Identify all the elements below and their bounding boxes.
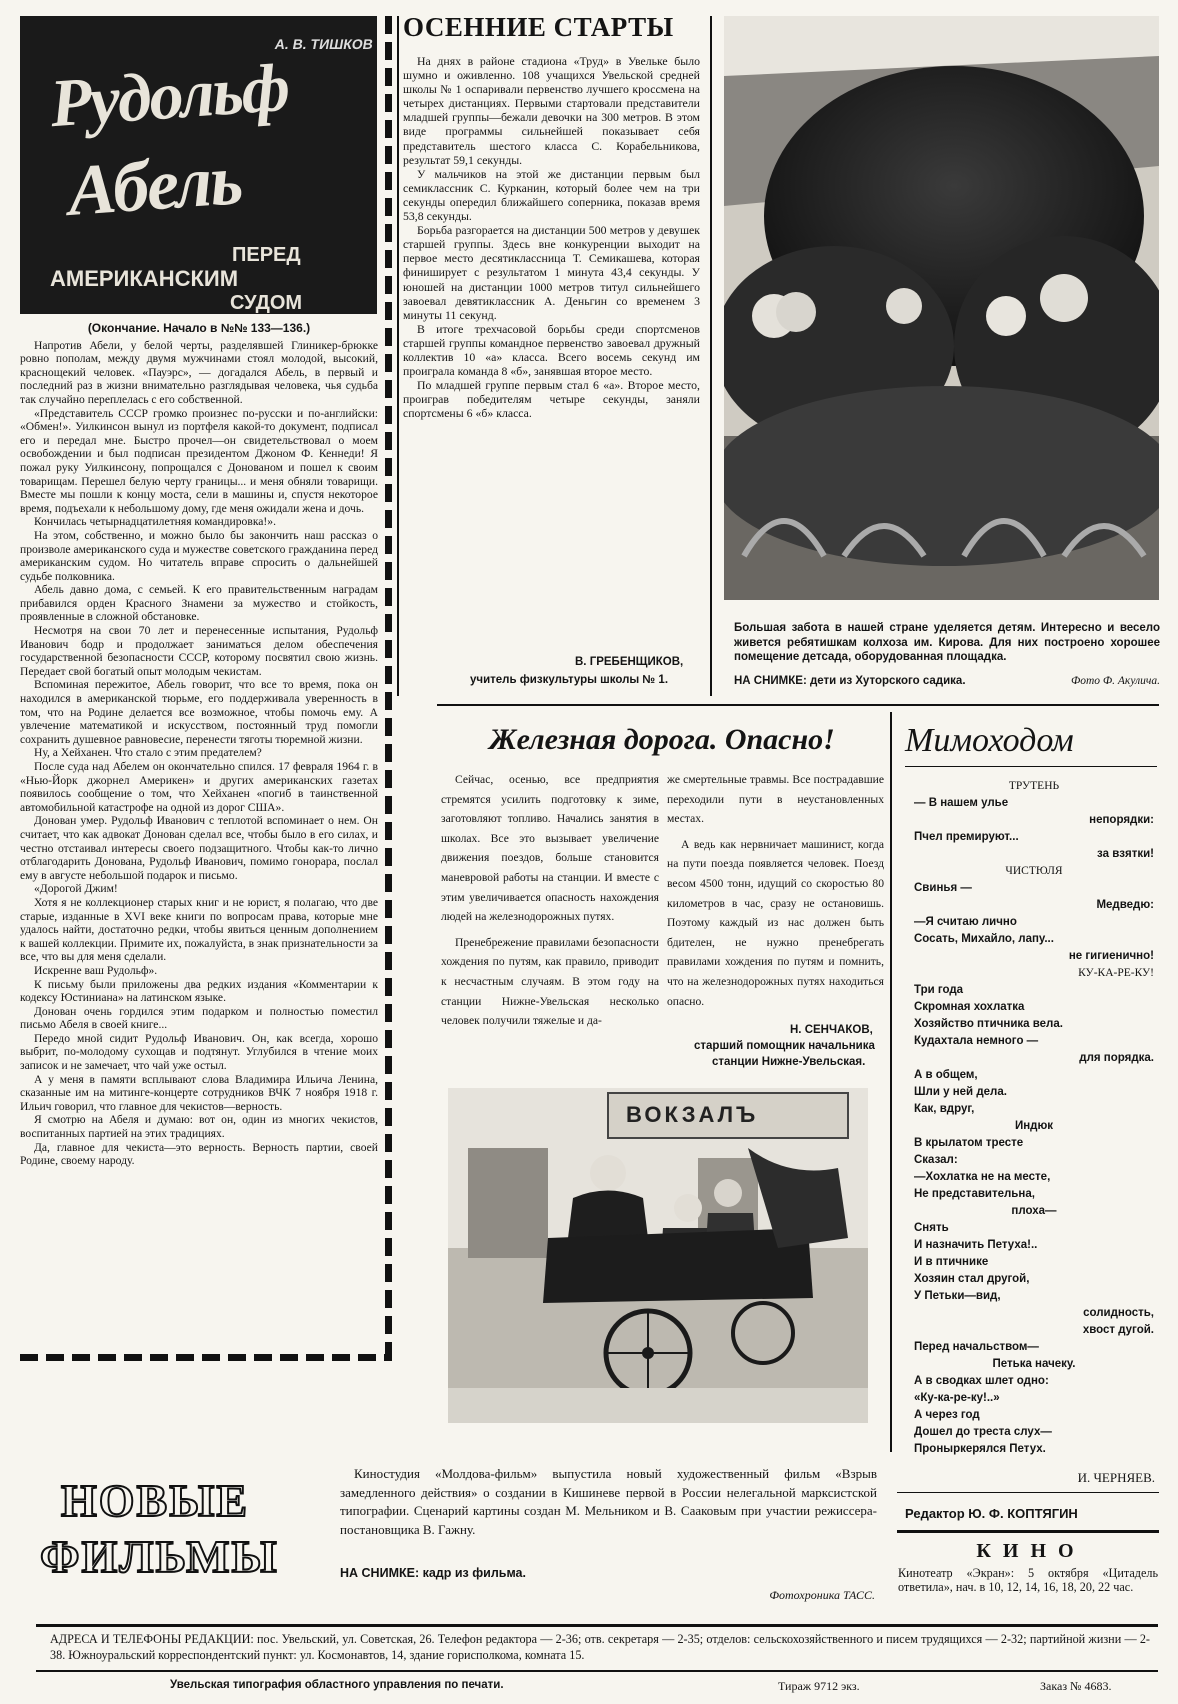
abel-banner xyxy=(20,16,377,314)
abel-paragraph: Абель давно дома, с семьей. К его правительственным наградам прибавился орден Красного Знамени за мужество и стойкость, проявленные в сложной обстановке. xyxy=(20,583,378,624)
poem-line: Свинья — xyxy=(914,882,972,894)
column-rule xyxy=(890,712,892,1452)
mimokhodom-author: И. ЧЕРНЯЕВ. xyxy=(1077,1470,1155,1485)
railway-author: Н. СЕНЧАКОВ, xyxy=(790,1024,873,1036)
mimokhodom-title: Мимоходом xyxy=(905,722,1074,759)
kindergarten-image xyxy=(724,16,1159,600)
poem-line: Три года xyxy=(914,984,964,996)
banner-author: А. В. ТИШКОВ xyxy=(273,36,375,52)
abel-paragraph: Напротив Абели, у белой черты, разделявшей Глиникер-брюкке ровно пополам, между двумя мужчинами стоял молодой, высокий, краснощекий человек. «Пауэрс», — догадался Абель, в первый и последний раз в жизни внимательно разглядывая человека, чья судьба так случайно переплелась с его собственной. xyxy=(20,338,378,406)
poem-line: «Ку-ка-ре-ку!..» xyxy=(914,1392,1000,1404)
abel-paragraph: На этом, собственно, и можно было бы закончить наш рассказ о произволе американского суда и мужестве советского гражданина перед американским судом. Но читатель вправе спросить о дальнейшей судьбе полковника. xyxy=(20,528,378,583)
poem-line: Хозяин стал другой, xyxy=(914,1273,1030,1285)
editor-rule-top xyxy=(897,1492,1159,1493)
poem-line: ЧИСТЮЛЯ xyxy=(1005,865,1063,877)
abel-paragraph: Я смотрю на Абеля и думаю: вот он, один из многих чекистов, воспитанных партией на этих традициях. xyxy=(20,1113,378,1141)
mimokhodom-rule xyxy=(905,766,1157,767)
column-rule xyxy=(710,16,712,696)
poem-line: Кудахтала немного — xyxy=(914,1035,1039,1047)
poem-line: И в птичнике xyxy=(914,1256,989,1268)
film-still-sign: ВОКЗАЛЪ xyxy=(626,1102,759,1127)
footer-rule-bottom xyxy=(36,1670,1158,1672)
footer-circulation: Тираж 9712 экз. xyxy=(778,1679,860,1693)
poem-line: солидность, xyxy=(1083,1307,1154,1319)
poem-line: Индюк xyxy=(1014,1120,1054,1132)
poem-line: для порядка. xyxy=(1079,1052,1154,1064)
editor-rule-bottom xyxy=(897,1530,1159,1533)
abel-paragraph: После суда над Абелем он окончательно спился. 17 февраля 1964 г. в «Нью-Йорк джорнел Америкен» и других американских газетах появилось сообщение о том, что Хейханен «погиб в таинственной автомобильной катастрофе на одной из дорог США». xyxy=(20,760,378,814)
sport-paragraph: По младшей группе первым стал 6 «а». Второе место, проиграв победителям четыре секунды, заняли спортсмены 6 «б» класса. xyxy=(403,378,700,421)
abel-paragraph: Да, главное для чекиста—это верность. Верность партии, своей Родине, своему народу. xyxy=(20,1140,378,1168)
abel-paragraph: Хотя я не коллекционер старых книг и не юрист, я полагаю, что две старые, изданные в XVI веке книги по вопросам права, которые мне удалось найти, достаточно редки, чтобы явиться ценным дополнением к вашей коллекции. Примите их, пожалуйста, в знак признательности за все, что вы для меня сделали. xyxy=(20,895,378,964)
banner-subtitle-court: СУДОМ xyxy=(230,292,303,314)
sport-author-role: учитель физкультуры школы № 1. xyxy=(470,674,669,686)
banner-title-rudolf: Рудольф xyxy=(47,48,291,142)
new-films-heading xyxy=(40,1475,279,1587)
kindergarten-photo xyxy=(724,16,1159,600)
kindergarten-caption-text: Большая забота в нашей стране уделяется детям. Интересно и весело живется ребятишкам колхоза им. Кирова. Для них построено хорошее помещение детсада, оборудованная площадка. xyxy=(734,622,1160,663)
section-separator xyxy=(437,704,1159,706)
abel-continuation-note: (Окончание. Начало в №№ 133—136.) xyxy=(87,322,311,335)
poem-line: Шли у ней дела. xyxy=(914,1086,1007,1098)
poem-line: Пчел премируют... xyxy=(914,831,1019,843)
poem-line: Медведю: xyxy=(1096,899,1154,911)
poem-line: хвост дугой. xyxy=(1082,1324,1154,1336)
onphoto-text: дети из Хуторского садика. xyxy=(809,675,966,687)
railway-paragraph: же смертельные травмы. Все пострадавшие переходили пути в неустановленных местах. xyxy=(667,773,884,826)
abel-paragraph: А у меня в памяти всплывают слова Владимира Ильича Ленина, сказанные им на митинге-концерте сотрудников ВЧК 7 ноября 1918 г. Ильич говорил, что главное для чекистов—верность. xyxy=(20,1072,378,1113)
poem-line: У Петьки—вид, xyxy=(914,1290,1001,1302)
poem-line: —Я считаю лично xyxy=(914,916,1017,928)
sport-paragraph: У мальчиков на этой же дистанции первым был семиклассник С. Курканин, который более чем на три секунды опередил ближайшего соперника, показав время 53,8 секунды. xyxy=(403,166,700,224)
new-films-text: Киностудия «Молдова-фильм» выпустила новый художественный фильм «Взрыв замедленного действия» о создании в Кишиневе первой в России нелегальной марксистской типографии. Сценарий картины создан М. Мельником и В. Сааковым при участии режиссера-постановщика В. Гажну. xyxy=(340,1466,877,1538)
abel-paragraph: Передо мной сидит Рудольф Иванович. Он, как всегда, хорошо выбрит, по-молодому сухощав и подтянут. Углубился в чтение моих записок и не замечает, что чай уже остыл. xyxy=(20,1031,378,1073)
footer-rule-top xyxy=(36,1624,1158,1627)
abel-paragraph: «Дорогой Джим! xyxy=(34,882,118,896)
abel-paragraph: Кончилась четырнадцатилетняя командировка!». xyxy=(34,515,276,529)
cinema-text: Кинотеатр «Экран»: 5 октября «Цитадель ответила», нач. в 10, 12, 14, 16, 18, 20, 22 час. xyxy=(898,1566,1158,1594)
film-still-photo xyxy=(448,1088,868,1423)
film-still-image xyxy=(448,1088,868,1423)
railway-column-1 xyxy=(441,770,659,1031)
railway-column-2 xyxy=(667,770,884,1011)
railway-author-role-1: старший помощник начальника xyxy=(694,1040,875,1052)
poem-line: Сосать, Михайло, лапу... xyxy=(914,933,1054,945)
sport-paragraph: Борьба разгорается на дистанции 500 метров у девушек старшей группы. Здесь вне конкуренции выходит на первое место десятиклассница Т. Семикашева, которая финиширует с результатом 1 минута 43,4 секунды. У юношей на дистанции 1000 метров титул сильнейшего завоевал девятиклассник А. Деньгин со временем 3 минуты 11 секунд. xyxy=(403,223,700,322)
sport-article-body xyxy=(403,54,700,634)
railway-paragraph: А ведь как нервничает машинист, когда на пути поезда появляется человек. Поезд весом 4500 тонн, идущий со скоростью 80 километров в час, сразу не остановишь. Поэтому каждый из нас должен быть бдителен, не нужно пренебрегать правилами хождения по путям и помнить, что на железнодорожных путях находиться опасно. xyxy=(667,837,884,1008)
photo-credit: Фото Ф. Акулича. xyxy=(1070,675,1160,687)
poem-line: плоха— xyxy=(1011,1205,1057,1217)
banner-subtitle-american: АМЕРИКАНСКИМ xyxy=(50,266,239,291)
abel-paragraph: Донован умер. Рудольф Иванович с теплотой вспоминает о нем. Он считает, что как адвокат Донован сделал все, чтобы было в его силах, и честно отстаивал интересы своего подзащитного. Чтобы как-то лично отблагодарить Донована, Рудольф Иванович, помимо гонорара, послал ему в августе небольшой подарок и письмо. xyxy=(20,814,378,882)
railway-paragraph: Пренебрежение правилами безопасности хождения по путям, как правило, приводит к несчастным случаям. В этом году на станции Нижне-Увельская несколько человек получили тяжелые и да- xyxy=(441,935,659,1028)
poem-line: КУ-КА-РЕ-КУ! xyxy=(1078,967,1154,979)
editor-line: Редактор Ю. Ф. КОПТЯГИН xyxy=(905,1506,1078,1521)
railway-author-role-2: станции Нижне-Увельская. xyxy=(712,1056,866,1068)
poem-line: А в сводках шлет одно: xyxy=(914,1375,1049,1387)
new-films-onphoto xyxy=(340,1566,526,1580)
poem-line: Скромная хохлатка xyxy=(914,1001,1025,1013)
kindergarten-caption xyxy=(734,621,1160,665)
abel-paragraph: Ну, а Хейханен. Что стало с этим предателем? xyxy=(34,746,262,760)
poem-line: не гигиенично! xyxy=(1068,950,1154,962)
poem-line: ТРУТЕНЬ xyxy=(1008,780,1060,792)
poem-line: —Хохлатка не на месте, xyxy=(914,1171,1051,1183)
mimokhodom-poem xyxy=(914,778,1154,1458)
poem-line: А через год xyxy=(914,1409,980,1421)
sport-paragraph: В итоге трехчасовой борьбы среди спортсменов старшей группы командное первенство завоевал дружный коллектив 10 «а» класса. Всего восемь секунд им проиграла команда 8 «б», занявшая второе место. xyxy=(403,321,700,379)
poem-line: Как, вдруг, xyxy=(914,1103,975,1115)
onphoto-label: НА СНИМКЕ: xyxy=(340,1566,420,1580)
poem-line: Хозяйство птичника вела. xyxy=(914,1018,1063,1030)
footer-addresses: АДРЕСА И ТЕЛЕФОНЫ РЕДАКЦИИ: пос. Увельский, ул. Советская, 26. Телефон редактора — 2-36; отв. секретаря — 2-35; отделов: сельскохозяйственного и писем трудящихся — 2-32; партийной жизни — 2-38. Южноуральский корреспондентский пункт: ул. Космонавтов, 14, здание горисполкома, комната 15. xyxy=(50,1632,1150,1662)
new-films-credit: Фотохроника ТАСС. xyxy=(769,1588,875,1602)
poem-line: — В нашем улье xyxy=(914,797,1009,809)
abel-right-border xyxy=(385,16,392,1361)
abel-paragraph: Донован очень гордился этим подарком и полностью поместил письмо Абеля в своей книге... xyxy=(20,1004,378,1032)
abel-paragraph: К письму были приложены два редких издания «Комментарии к кодексу Юстиниана» на латинском языке. xyxy=(20,977,378,1005)
banner-title-abel: Абель xyxy=(65,139,244,231)
poem-line: Не представительна, xyxy=(914,1188,1035,1200)
sport-paragraph: На днях в районе стадиона «Труд» в Увельке было шумно и оживленно. 108 учащихся Увельской средней школы № 1 оспаривали первенство лучшего кроссмена на четырех дистанциях. Первыми стартовали представители младшей группы—бежали девочки на 300 метров. В этом виде программы сильнейшей показывает себя представитель шестого класса С. Корабельникова, результат 59,1 секунды. xyxy=(403,54,700,167)
poem-line: А в общем, xyxy=(914,1069,978,1081)
column-rule xyxy=(397,16,399,696)
poem-line: В крылатом тресте xyxy=(914,1137,1024,1149)
poem-line: Снять xyxy=(914,1222,949,1234)
footer-printer: Увельская типография областного управления по печати. xyxy=(170,1679,504,1691)
new-films-heading-line-2: ФИЛЬМЫ xyxy=(40,1531,279,1582)
banner-subtitle-before: ПЕРЕД xyxy=(232,244,301,266)
railway-title: Железная дорога. Опасно! xyxy=(489,723,835,756)
abel-paragraph: Искренне ваш Рудольф». xyxy=(34,963,158,977)
cinema-title: КИНО xyxy=(976,1540,1086,1562)
sport-author: В. ГРЕБЕНЩИКОВ, xyxy=(575,656,684,668)
onphoto-text: кадр из фильма. xyxy=(422,1566,526,1580)
poem-line: Перед начальством— xyxy=(914,1341,1039,1353)
poem-line: непорядки: xyxy=(1089,814,1154,826)
abel-article-body xyxy=(20,322,378,1352)
footer-order: Заказ № 4683. xyxy=(1040,1679,1112,1693)
poem-line: И назначить Петуха!.. xyxy=(914,1239,1038,1251)
poem-line: Проныркерялся Петух. xyxy=(914,1443,1046,1455)
poem-line: Петька начеку. xyxy=(992,1358,1076,1370)
abel-paragraph: Вспоминая пережитое, Абель говорит, что все то время, пока он находился в американской тюрьме, его поддерживала уверенность в том, что на Родине делается все возможное, чтобы помочь ему. А увлечение математикой и искусством, постоянный труд помогли сохранить душевное равновесие, перенести тяготы тюремной жизни. xyxy=(20,678,378,746)
poem-line: за взятки! xyxy=(1097,848,1154,860)
new-films-heading-line-1: НОВЫЕ xyxy=(60,1475,250,1526)
poem-line: Дошел до треста слух— xyxy=(914,1426,1052,1438)
abel-paragraph: Несмотря на свои 70 лет и перенесенные испытания, Рудольф Иванович бодр и продолжает заниматься делом обеспечения государственной безопасности СССР, которому посвятил свою жизнь. Передает свой богатый опыт молодым чекистам. xyxy=(20,624,378,678)
poem-line: Сказал: xyxy=(914,1154,958,1166)
railway-paragraph: Сейчас, осенью, все предприятия стремятся усилить подготовку к зиме, заготовляют топливо. Начались занятия в школах. Все это вызывает увеличение движения поездов, больше становится маневровой работы на станции. И вместе с этим увеличивается опасность нахождения людей на железнодорожных путях. xyxy=(441,773,659,924)
onphoto-label: НА СНИМКЕ: xyxy=(734,675,807,687)
abel-paragraph: «Представитель СССР громко произнес по-русски и по-английски: «Обмен!». Уилкинсон вынул из портфеля какой-то документ, подписал его и передал мне. Быстро прочел—он свидетельствовал о моем освобождении и был подписан президентом Джоном Ф. Кеннеди! Я пожал руку Уилкинсону, попрощался с Донованом и пошел к своим товарищам. Перешел белую черту границы... и меня обняли товарищи. Вместе мы пошли к концу моста, сели в машины и, спустя некоторое время, подъехали к небольшому дому, где меня ожидали жена и дочь. xyxy=(20,406,378,515)
sport-title: ОСЕННИЕ СТАРТЫ xyxy=(403,12,674,42)
abel-bottom-border xyxy=(20,1354,392,1361)
kindergarten-onphoto xyxy=(734,675,1160,687)
